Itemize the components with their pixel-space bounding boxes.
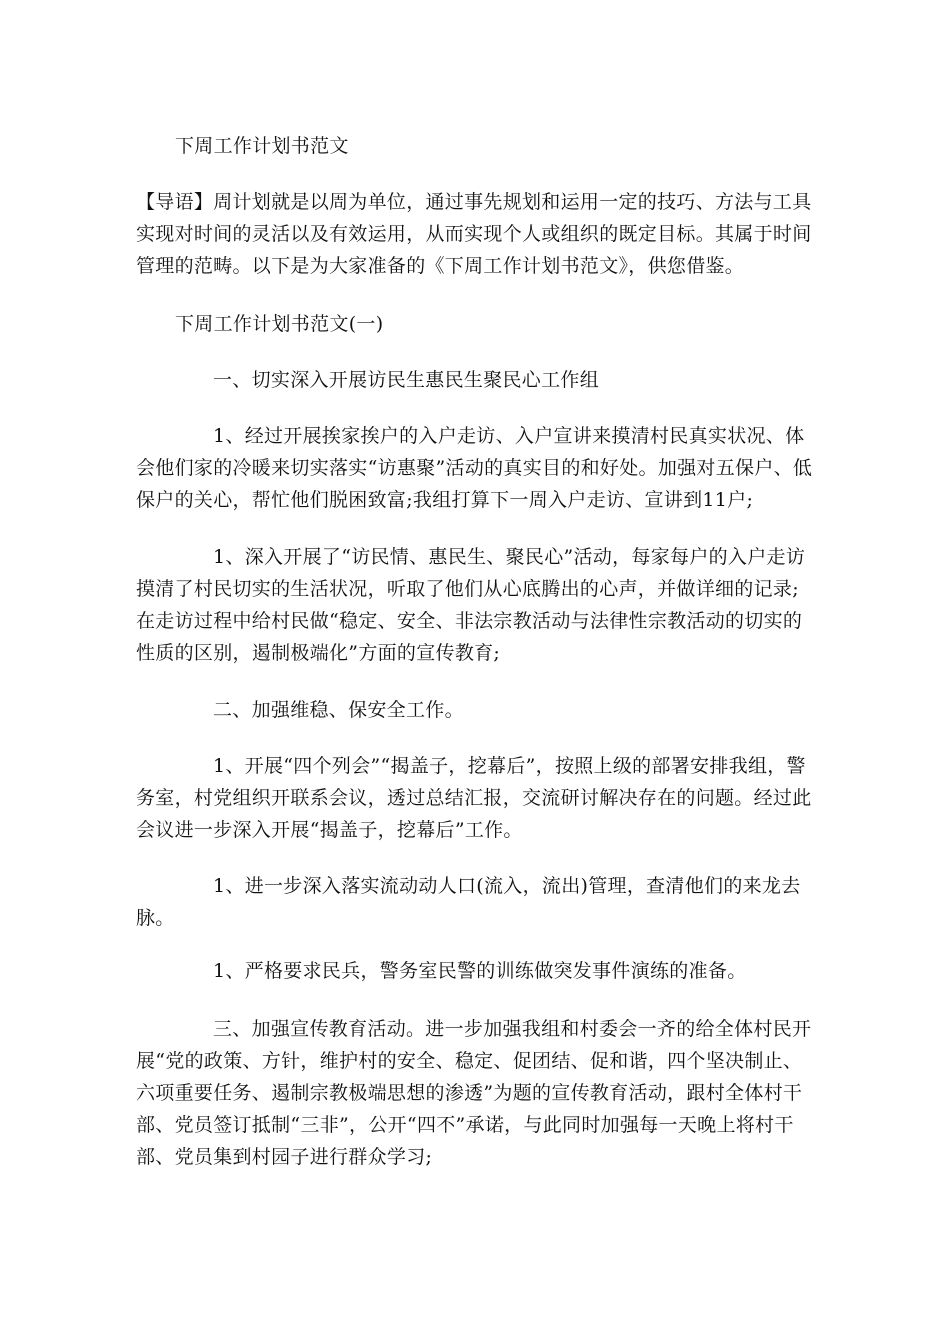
section1-paragraph-1: 1、经过开展挨家挨户的入户走访、入户宣讲来摸清村民真实状况、体会他们家的冷暖来切实落实“访惠聚”活动的真实目的和好处。加强对五保户、低保户的关心，帮忙他们脱困致富;我组打算下一周入户走访、宣讲到11户;	[136, 425, 813, 511]
intro-paragraph: 【导语】周计划就是以周为单位，通过事先规划和运用一定的技巧、方法与工具实现对时间的灵活以及有效运用，从而实现个人或组织的既定目标。其属于时间管理的范畴。以下是为大家准备的《下周工作计划书范文》，供您借鉴。	[136, 191, 812, 277]
section1-heading: 一、切实深入开展访民生惠民生聚民心工作组	[213, 369, 600, 391]
section2-paragraph-3: 1、严格要求民兵，警务室民警的训练做突发事件演练的准备。	[213, 960, 747, 982]
plan-subtitle: 下周工作计划书范文(一)	[175, 313, 384, 335]
section2-paragraph-2: 1、进一步深入落实流动动人口(流入，流出)管理，查清他们的来龙去脉。	[136, 875, 801, 929]
document-title: 下周工作计划书范文	[175, 135, 349, 157]
section3-paragraph: 三、加强宣传教育活动。进一步加强我组和村委会一齐的给全体村民开展“党的政策、方针，维护村的安全、稳定、促团结、促和谐，四个坚决制止、六项重要任务、遏制宗教极端思想的渗透”为题的宣传教育活动，跟村全体村干部、党员签订抵制“三非”，公开“四不”承诺，与此同时加强每一天晚上将村干部、党员集到村园子进行群众学习;	[136, 1018, 812, 1168]
section1-paragraph-2: 1、深入开展了“访民情、惠民生、聚民心”活动，每家每户的入户走访摸清了村民切实的生活状况，听取了他们从心底腾出的心声，并做详细的记录;在走访过程中给村民做“稳定、安全、非法宗教活动与法律性宗教活动的切实的性质的区别，遏制极端化”方面的宣传教育;	[136, 546, 806, 664]
section2-paragraph-1: 1、开展“四个列会”“揭盖子，挖幕后”，按照上级的部署安排我组，警务室，村党组织开联系会议，透过总结汇报，交流研讨解决存在的问题。经过此会议进一步深入开展“揭盖子，挖幕后”工作。	[136, 755, 812, 841]
section2-heading: 二、加强维稳、保安全工作。	[213, 699, 464, 721]
